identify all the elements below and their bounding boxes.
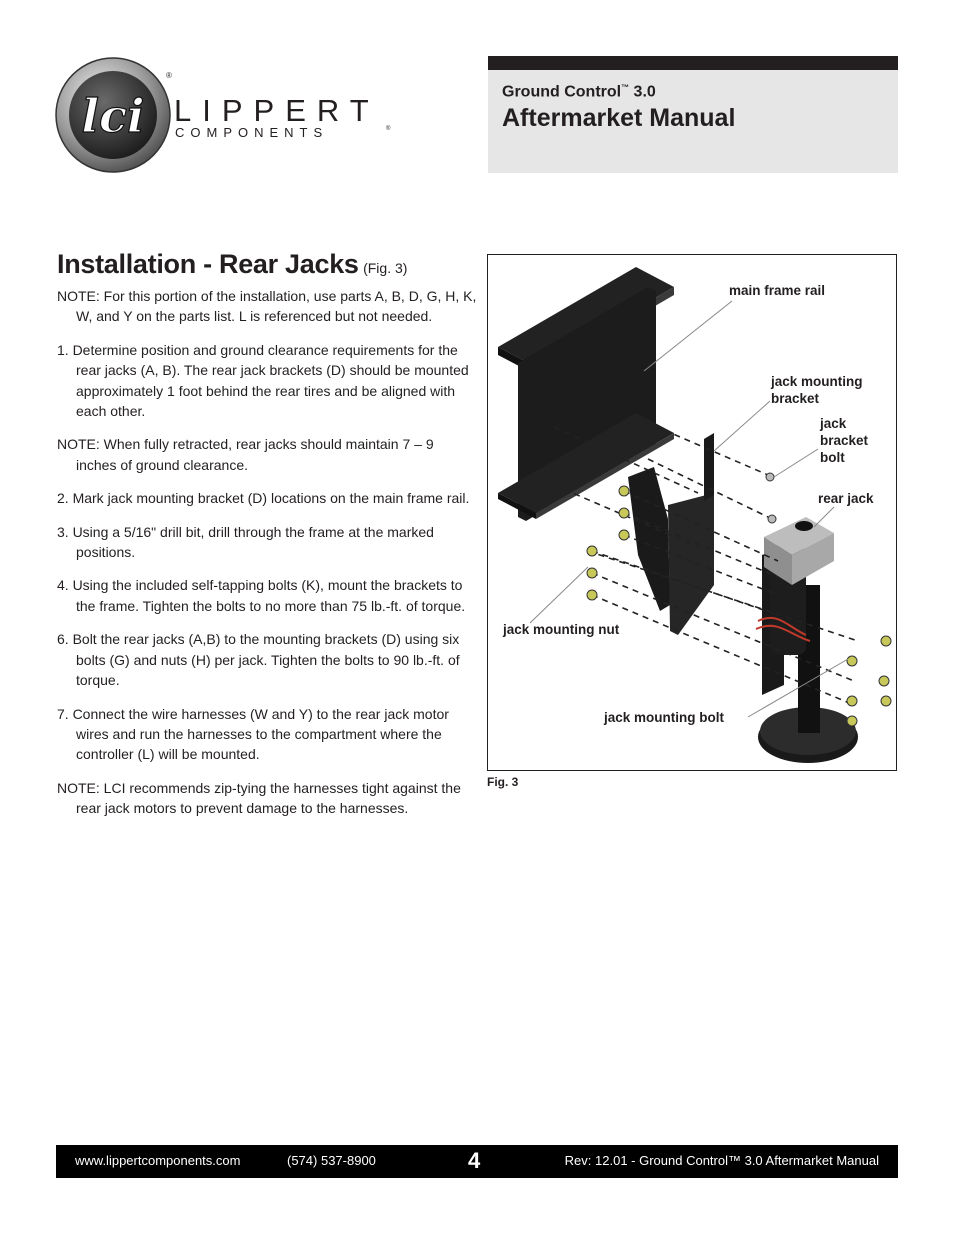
product-name: Ground Control™ 3.0	[502, 83, 656, 101]
footer-url[interactable]: www.lippertcomponents.com	[75, 1153, 241, 1168]
note-zip-tie: NOTE: LCI recommends zip-tying the harnesses tight against the rear jack motors to prevent damage to the harnesses.	[57, 779, 461, 817]
step-2: 2. Mark jack mounting bracket (D) locations on the main frame rail.	[57, 490, 470, 507]
step-7: 7. Connect the wire harnesses (W and Y) to the rear jack motor wires and run the harnesses to the compartment where the controller (L) will be mounted.	[57, 705, 449, 763]
note-clearance: NOTE: When fully retracted, rear jacks should maintain 7 – 9 inches of ground clearance.	[57, 436, 434, 473]
logo-subtext: COMPONENTS	[175, 125, 329, 140]
step-1: 1. Determine position and ground clearance requirements for the rear jacks (A, B). The rear jack brackets (D) should be mounted approximately 1 foot behind the rear tires and be aligned with each other.	[57, 341, 469, 420]
step-3: 3. Using a 5/16" drill bit, drill through the frame at the marked positions.	[57, 523, 434, 561]
jack-bracket-bolts	[766, 473, 776, 523]
manual-header	[488, 56, 898, 173]
rear-jack-drawing	[756, 517, 858, 763]
figure-3	[487, 254, 897, 771]
logo-monogram: lci	[81, 89, 145, 143]
page-number: 4	[468, 1148, 481, 1173]
label-jack-mounting-bracket: jack mounting bracket	[771, 374, 863, 406]
svg-text:®: ®	[386, 126, 391, 132]
step-4: 4. Using the included self-tapping bolts (K), mount the brackets to the frame. Tighten the bolts to no more than 75 lb.-ft. of torque.	[57, 577, 466, 614]
note-parts: NOTE: For this portion of the installation, use parts A, B, D, G, H, K, W, and Y on the parts list. L is referenced but not needed.	[57, 288, 477, 325]
bracket-drawing	[628, 433, 784, 695]
lippert-logo	[54, 56, 399, 176]
svg-text:®: ®	[166, 71, 172, 80]
label-jack-bracket-bolt: jack bracket bolt	[820, 416, 869, 465]
label-rear-jack: rear jack	[818, 491, 874, 506]
rear-jack-diagram	[488, 255, 898, 772]
label-jack-mounting-nut: jack mounting nut	[503, 622, 620, 637]
label-jack-mounting-bolt: jack mounting bolt	[604, 710, 724, 725]
label-main-frame-rail: main frame rail	[729, 283, 826, 298]
figure-reference: (Fig. 3)	[363, 260, 408, 276]
footer-phone: (574) 537-8900	[287, 1153, 376, 1168]
footer-revision: Rev: 12.01 - Ground Control™ 3.0 Aftermarket Manual	[564, 1153, 879, 1168]
jack-mounting-bolts	[847, 636, 891, 726]
jack-mounting-nuts	[587, 486, 629, 600]
figure-caption: Fig. 3	[487, 775, 519, 789]
logo-wordmark: LIPPERT	[174, 93, 380, 128]
instructions-body	[57, 286, 477, 832]
page-footer	[56, 1145, 898, 1178]
step-6: 6. Bolt the rear jacks (A,B) to the mounting brackets (D) using six bolts (G) and nuts (H) per jack. Tighten the bolts to 90 lb.-ft. of torque.	[57, 631, 460, 689]
section-title: Installation - Rear Jacks (Fig. 3)	[57, 249, 408, 279]
header-bar	[488, 56, 898, 70]
manual-title: Aftermarket Manual	[502, 104, 736, 132]
